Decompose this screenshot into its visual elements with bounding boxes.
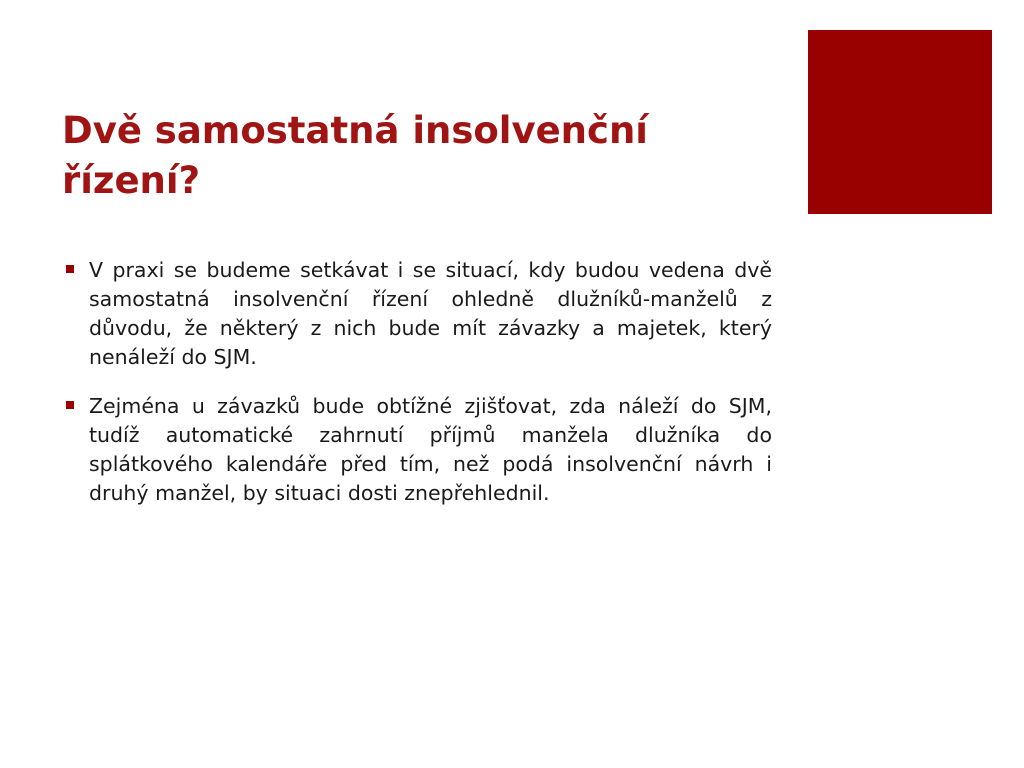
bullet-item bbox=[64, 392, 772, 508]
slide-title: Dvě samostatná insolvenční řízení? bbox=[62, 109, 648, 202]
accent-block bbox=[808, 30, 992, 214]
square-bullet-icon bbox=[66, 265, 74, 273]
square-bullet-icon bbox=[66, 401, 74, 409]
bullet-item bbox=[64, 256, 772, 372]
bullet-text: Zejména u závazků bude obtížné zjišťovat, zda náleží do SJM, tudíž automatické zahrnutí příjmů manžela dlužníka do splátkového kalendáře před tím, než podá insolvenční návrh i druhý manžel, by situaci dosti znepřehlednil. bbox=[89, 394, 772, 505]
bullet-text: V praxi se budeme setkávat i se situací, kdy budou vedena dvě samostatná insolvenční řízení ohledně dlužníků-manželů z důvodu, že některý z nich bude mít závazky a majetek, který nenáleží do SJM. bbox=[89, 258, 772, 369]
bullet-list bbox=[64, 256, 772, 528]
